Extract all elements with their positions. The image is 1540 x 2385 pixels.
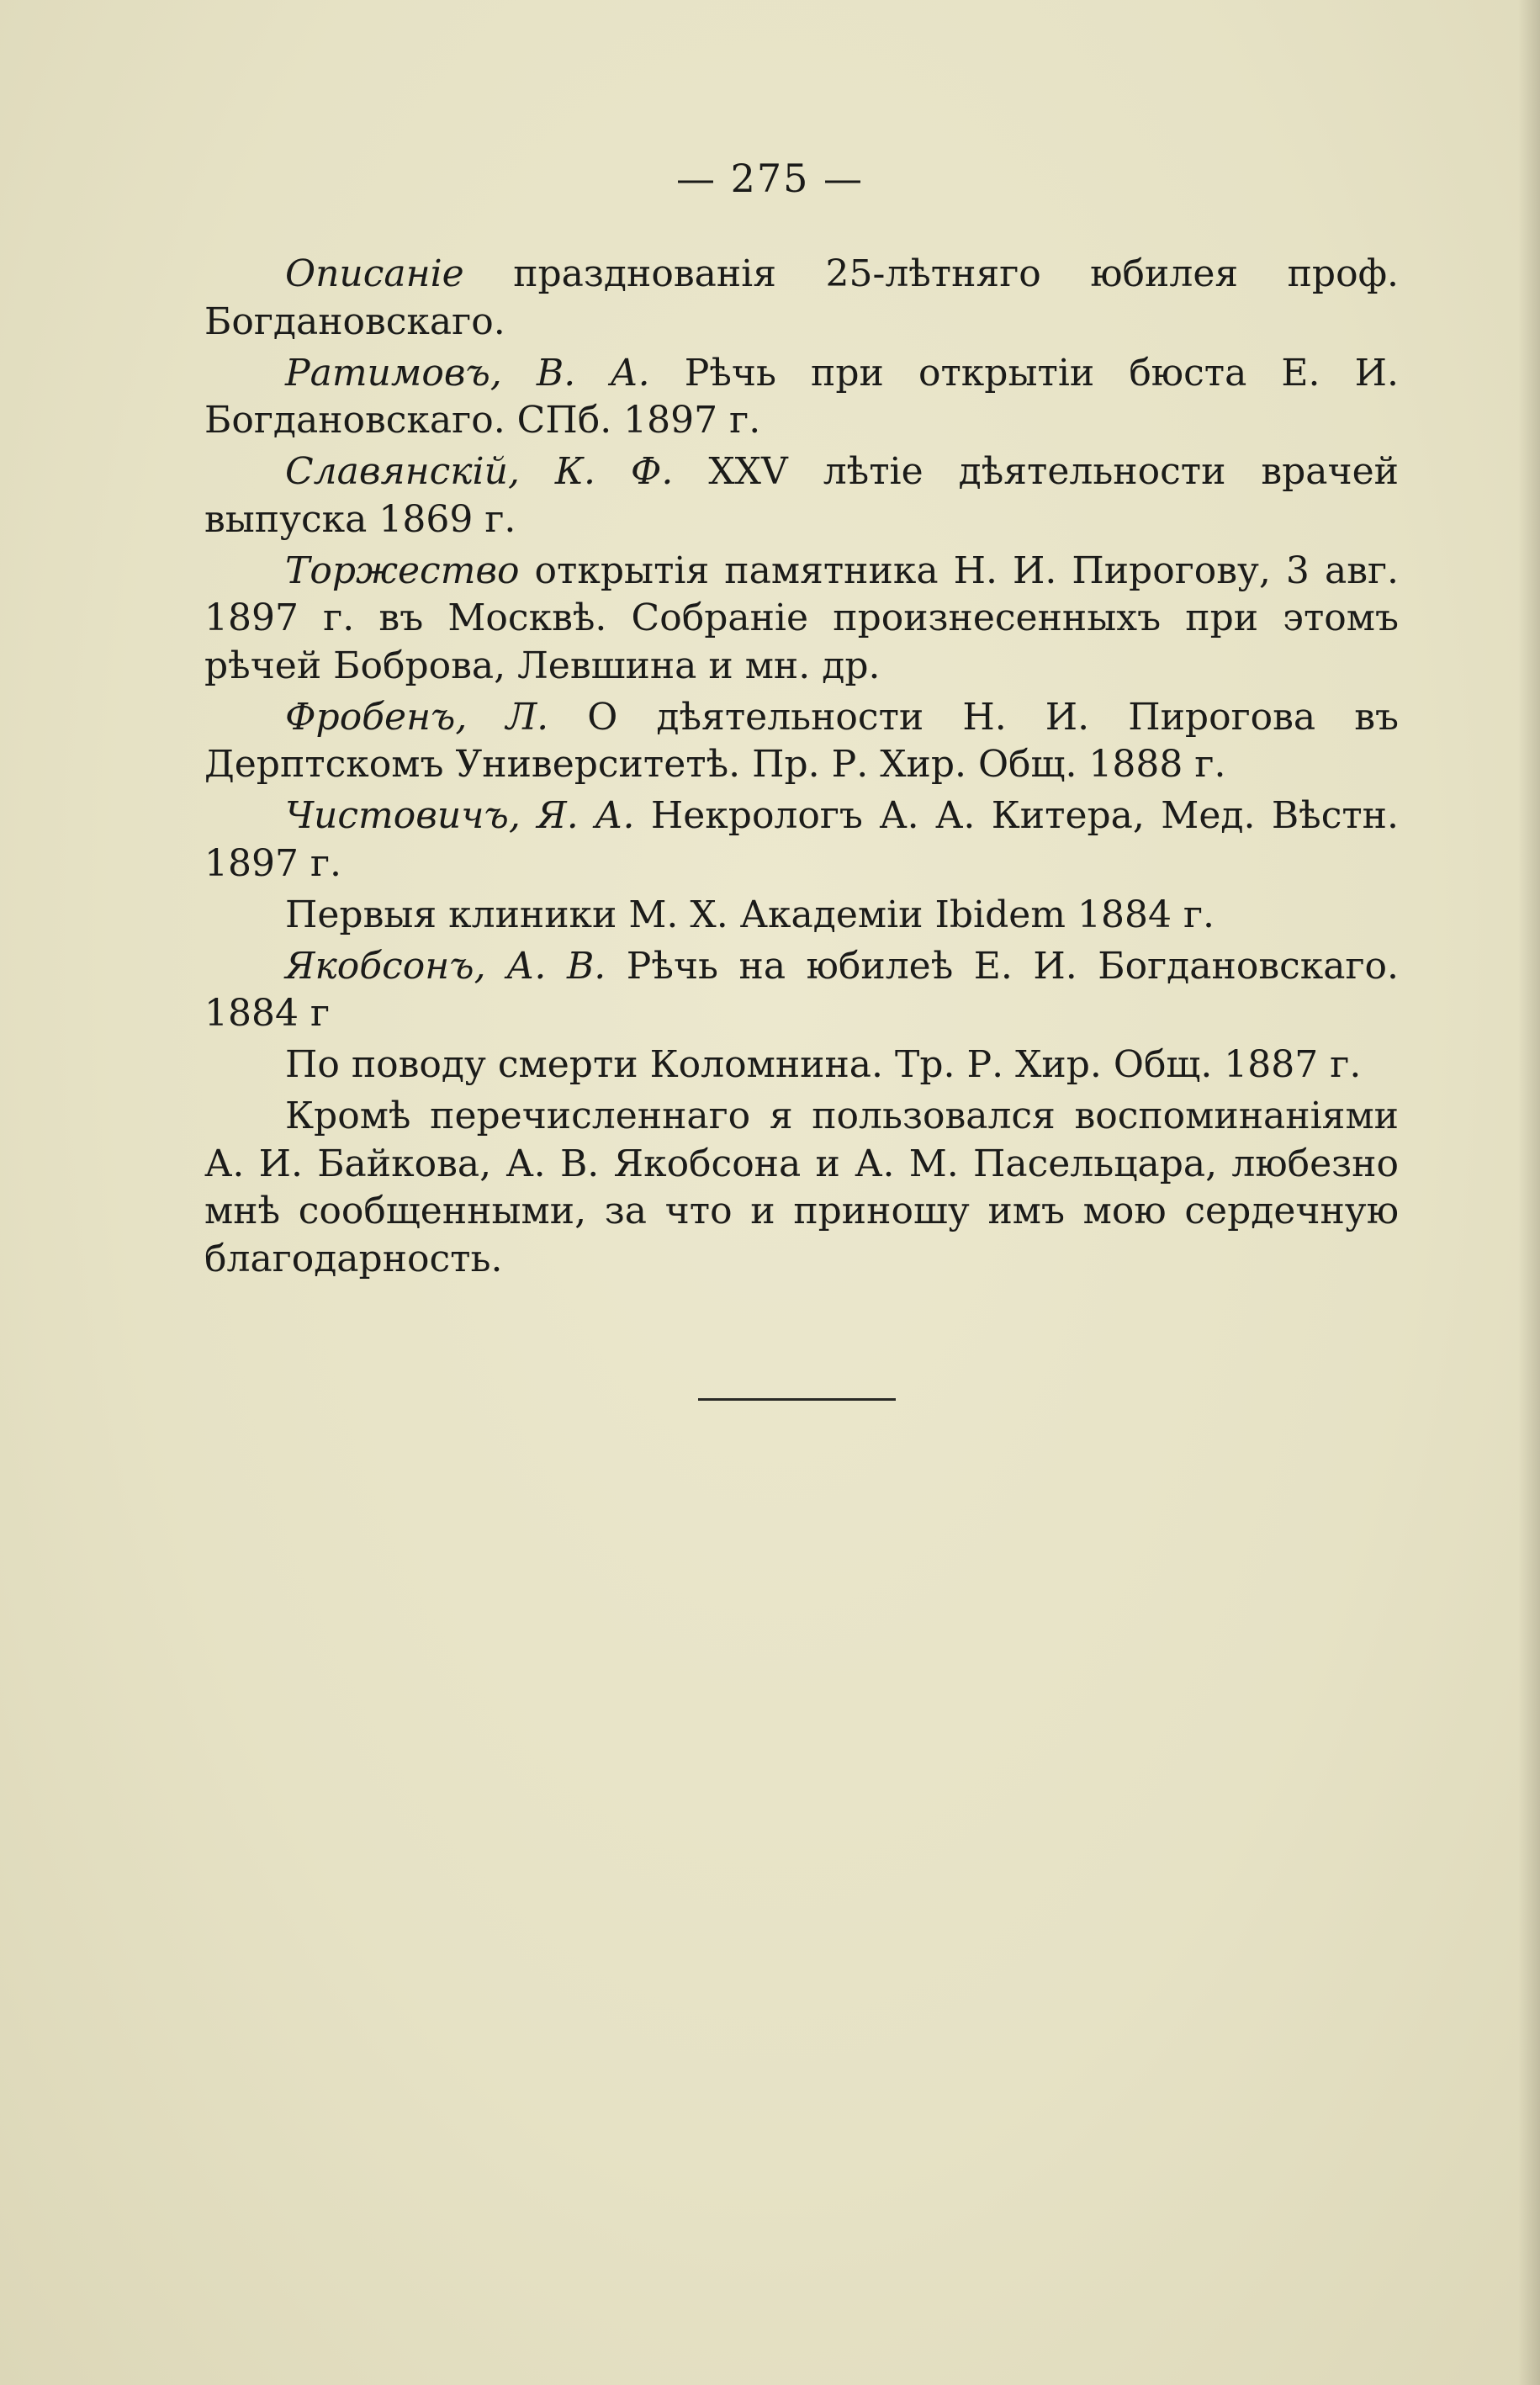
entry-text: открытiя памятника Н. И. Пирогову, 3 авг. 1897 г. въ Москвѣ. Собранiе произнесенныхъ при этомъ рѣчей Боброва, Левшина и мн. др.	[204, 549, 1399, 687]
entry-text: Рѣчь на юбилеѣ Е. И. Богдановскаго. 1884 г	[204, 944, 1400, 1035]
entry-text: О дѣятельности Н. И. Пирогова въ Дерптскомъ Университетѣ. Пр. Р. Хир. Общ. 1888 г.	[204, 695, 1399, 786]
page-edge-shadow	[1518, 0, 1540, 2385]
page-number: — 275 —	[675, 156, 865, 201]
entry-text: Некрологъ А. А. Китера, Мед. Вѣстн. 1897 г.	[204, 794, 1399, 885]
entry-text: По поводу смерти Коломнина. Тр. Р. Хир. Общ. 1887 г.	[285, 1043, 1362, 1086]
bibliography-list	[204, 251, 1399, 1287]
entry-author: Якобсонъ, А. В.	[285, 944, 606, 988]
entry-author: Чистовичъ, Я. А.	[285, 794, 635, 837]
entry-author: Ратимовъ, В. А.	[285, 351, 650, 395]
entry-text: Рѣчь при открытiи бюста Е. И. Богдановскаго. СПб. 1897 г.	[204, 351, 1399, 442]
entry-author: Торжество	[285, 549, 520, 592]
entry-author: Описанiе	[285, 252, 464, 295]
entry-text: Кромѣ перечисленнаго я пользовался воспоминанiями А. И. Байкова, А. В. Якобсона и А. М. Пасельцара, любезно мнѣ сообщенными, за что и приношу имъ мою сердечную благодарность.	[204, 1094, 1399, 1280]
bibliography-entry	[204, 694, 1399, 789]
bibliography-entry	[204, 1041, 1399, 1089]
entry-text: празднованiя 25-лѣтняго юбилея проф. Богдановскаго.	[204, 252, 1399, 343]
bibliography-entry	[204, 448, 1399, 543]
closing-rule	[698, 1398, 896, 1401]
bibliography-entry	[204, 892, 1399, 940]
entry-author: Славянскiй, К. Ф.	[285, 450, 674, 493]
bibliography-entry	[204, 943, 1399, 1038]
entry-text: XXV лѣтiе дѣятельности врачей выпуска 1869 г.	[204, 450, 1399, 541]
bibliography-entry	[204, 251, 1399, 346]
bibliography-entry	[204, 548, 1399, 691]
bibliography-entry	[204, 792, 1399, 888]
entry-text: Первыя клиники М. X. Академiи Ibidem 1884 г.	[285, 893, 1215, 936]
entry-author: Фробенъ, Л.	[285, 695, 549, 739]
bibliography-entry	[204, 350, 1399, 445]
acknowledgement-paragraph	[204, 1093, 1399, 1283]
